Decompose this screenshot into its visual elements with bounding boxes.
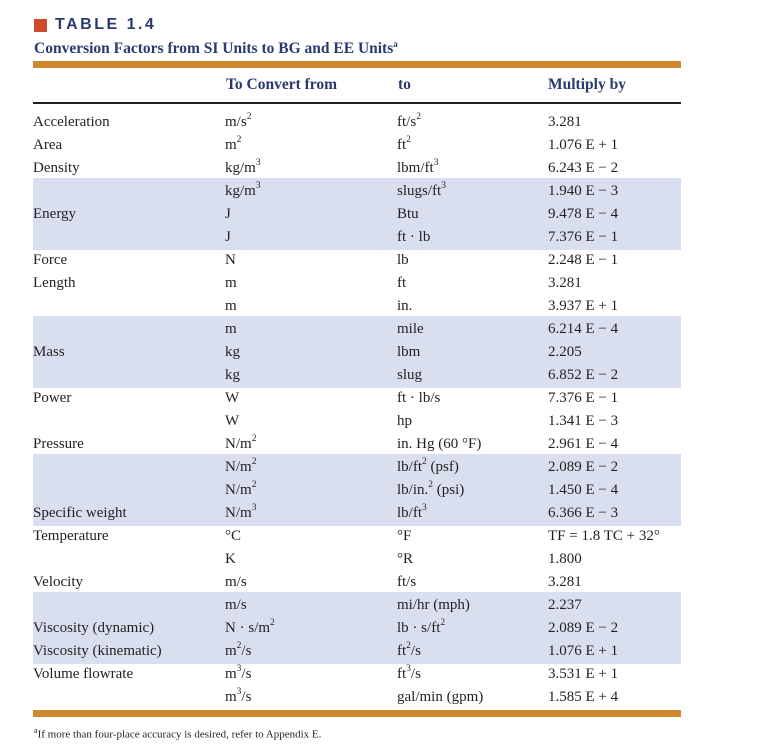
from-unit-cell: m	[225, 321, 237, 337]
to-unit-cell: lb	[397, 252, 409, 268]
caption-text: Conversion Factors from SI Units to BG and EE Units	[34, 40, 394, 58]
quantity-cell: Density	[33, 160, 80, 176]
from-unit-cell: W	[225, 413, 240, 429]
header-convert-from: To Convert from	[226, 76, 338, 93]
multiply-by-cell: 6.214 E − 4	[548, 321, 619, 337]
to-unit-cell: ft · lb/s	[397, 390, 441, 406]
quantity-cell: Energy	[33, 206, 77, 222]
to-unit-cell: gal/min (gpm)	[397, 689, 484, 705]
to-unit-cell: slugs/$ft^3$	[397, 181, 446, 199]
multiply-by-cell: 1.450 E − 4	[548, 482, 619, 498]
to-unit-cell: $ft^2/s$	[397, 641, 421, 659]
multiply-by-cell: 7.376 E − 1	[548, 229, 619, 245]
to-unit-cell: mi/hr (mph)	[397, 597, 470, 613]
quantity-cell: Force	[33, 252, 68, 268]
from-unit-cell: m	[225, 275, 237, 291]
multiply-by-cell: 3.281	[548, 114, 582, 130]
table-label	[34, 16, 156, 34]
multiply-by-cell: 2.248 E − 1	[548, 252, 619, 268]
multiply-by-cell: 6.243 E − 2	[548, 160, 619, 176]
from-unit-cell: $kg/m^3$	[225, 158, 261, 176]
to-unit-cell: slug	[397, 367, 423, 383]
footnote-mark: a	[34, 726, 38, 735]
multiply-by-cell: 1.341 E − 3	[548, 413, 619, 429]
to-unit-cell: ft/s	[397, 574, 417, 590]
quantity-cell: Viscosity (dynamic)	[33, 620, 155, 636]
from-unit-cell: W	[225, 390, 240, 406]
quantity-cell: Pressure	[33, 436, 84, 452]
multiply-by-cell: 3.937 E + 1	[548, 298, 619, 314]
table-footnote	[34, 726, 321, 741]
from-unit-cell: $m/s^2$	[225, 112, 252, 130]
quantity-cell: Acceleration	[33, 114, 110, 130]
from-unit-cell: N	[225, 252, 236, 268]
table-caption	[34, 39, 398, 58]
quantity-cell: Velocity	[33, 574, 83, 590]
to-unit-cell: $ft^2$	[397, 135, 411, 153]
multiply-by-cell: TF = 1.8 TC + 32°	[548, 528, 660, 544]
table-square-icon	[34, 19, 47, 32]
to-unit-cell: ft · lb	[397, 229, 431, 245]
multiply-by-cell: 6.366 E − 3	[548, 505, 619, 521]
to-unit-cell: $ft/s^2$	[397, 112, 421, 130]
multiply-by-cell: 1.585 E + 4	[548, 689, 619, 705]
quantity-cell: Mass	[33, 344, 65, 360]
from-unit-cell: m/s	[225, 574, 247, 590]
from-unit-cell: $N/m^2$	[225, 434, 257, 452]
to-unit-cell: $lb/ft^2$ (psf)	[397, 457, 459, 475]
footnote-text: If more than four-place accuracy is desired, refer to Appendix E.	[37, 728, 322, 741]
caption-footnote-mark: a	[393, 39, 398, 49]
from-unit-cell: $m^2$	[225, 135, 242, 153]
to-unit-cell: mile	[397, 321, 424, 337]
multiply-by-cell: 1.800	[548, 551, 582, 567]
from-unit-cell: K	[225, 551, 236, 567]
from-unit-cell: $m^3/s$	[225, 687, 252, 705]
from-unit-cell: $m^2/s$	[225, 641, 252, 659]
to-unit-cell: in.	[397, 298, 413, 314]
multiply-by-cell: 6.852 E − 2	[548, 367, 619, 383]
quantity-cell: Power	[33, 390, 72, 406]
to-unit-cell: °R	[397, 551, 414, 567]
from-unit-cell: $kg/m^3$	[225, 181, 261, 199]
multiply-by-cell: 2.961 E − 4	[548, 436, 619, 452]
quantity-cell: Area	[33, 137, 63, 153]
from-unit-cell: m	[225, 298, 237, 314]
to-unit-cell: lb · $s/ft^2$	[397, 618, 446, 636]
quantity-cell: Temperature	[33, 528, 109, 544]
to-unit-cell: $lb/ft^3$	[397, 503, 427, 521]
from-unit-cell: J	[225, 229, 231, 245]
multiply-by-cell: 9.478 E − 4	[548, 206, 619, 222]
from-unit-cell: $m^3/s$	[225, 664, 252, 682]
from-unit-cell: °C	[225, 528, 242, 544]
from-unit-cell: $N/m^2$	[225, 480, 257, 498]
quantity-cell: Length	[33, 275, 76, 291]
bottom-rule	[33, 710, 681, 717]
to-unit-cell: lbm/$ft^3$	[397, 158, 439, 176]
from-unit-cell: J	[225, 206, 231, 222]
multiply-by-cell: 2.089 E − 2	[548, 459, 619, 475]
to-unit-cell: hp	[397, 413, 412, 429]
to-unit-cell: Btu	[397, 206, 419, 222]
multiply-by-cell: 2.205	[548, 344, 582, 360]
from-unit-cell: $N \cdot s/m^2$	[225, 618, 275, 636]
multiply-by-cell: 7.376 E − 1	[548, 390, 619, 406]
to-unit-cell: in. Hg (60 °F)	[397, 436, 482, 452]
to-unit-cell: °F	[397, 528, 412, 544]
top-rule	[33, 61, 681, 68]
multiply-by-cell: 3.531 E + 1	[548, 666, 619, 682]
multiply-by-cell: 1.940 E − 3	[548, 183, 619, 199]
header-multiply-by: Multiply by	[548, 76, 626, 93]
quantity-cell: Specific weight	[33, 505, 127, 521]
header-rule	[33, 102, 681, 104]
multiply-by-cell: 3.281	[548, 574, 582, 590]
to-unit-cell: lb/in.$^2$ (psi)	[397, 480, 465, 498]
multiply-by-cell: 3.281	[548, 275, 582, 291]
from-unit-cell: kg	[225, 344, 240, 360]
multiply-by-cell: 2.089 E − 2	[548, 620, 619, 636]
quantity-cell: Viscosity (kinematic)	[33, 643, 162, 659]
from-unit-cell: m/s	[225, 597, 247, 613]
multiply-by-cell: 2.237	[548, 597, 582, 613]
from-unit-cell: $N/m^3$	[225, 503, 257, 521]
from-unit-cell: kg	[225, 367, 240, 383]
table-number: TABLE 1.4	[55, 16, 157, 33]
from-unit-cell: $N/m^2$	[225, 457, 257, 475]
to-unit-cell: $ft^3/s$	[397, 664, 421, 682]
to-unit-cell: ft	[397, 275, 407, 291]
multiply-by-cell: 1.076 E + 1	[548, 643, 619, 659]
multiply-by-cell: 1.076 E + 1	[548, 137, 619, 153]
quantity-cell: Volume flowrate	[33, 666, 134, 682]
header-to: to	[398, 76, 411, 93]
to-unit-cell: lbm	[397, 344, 421, 360]
